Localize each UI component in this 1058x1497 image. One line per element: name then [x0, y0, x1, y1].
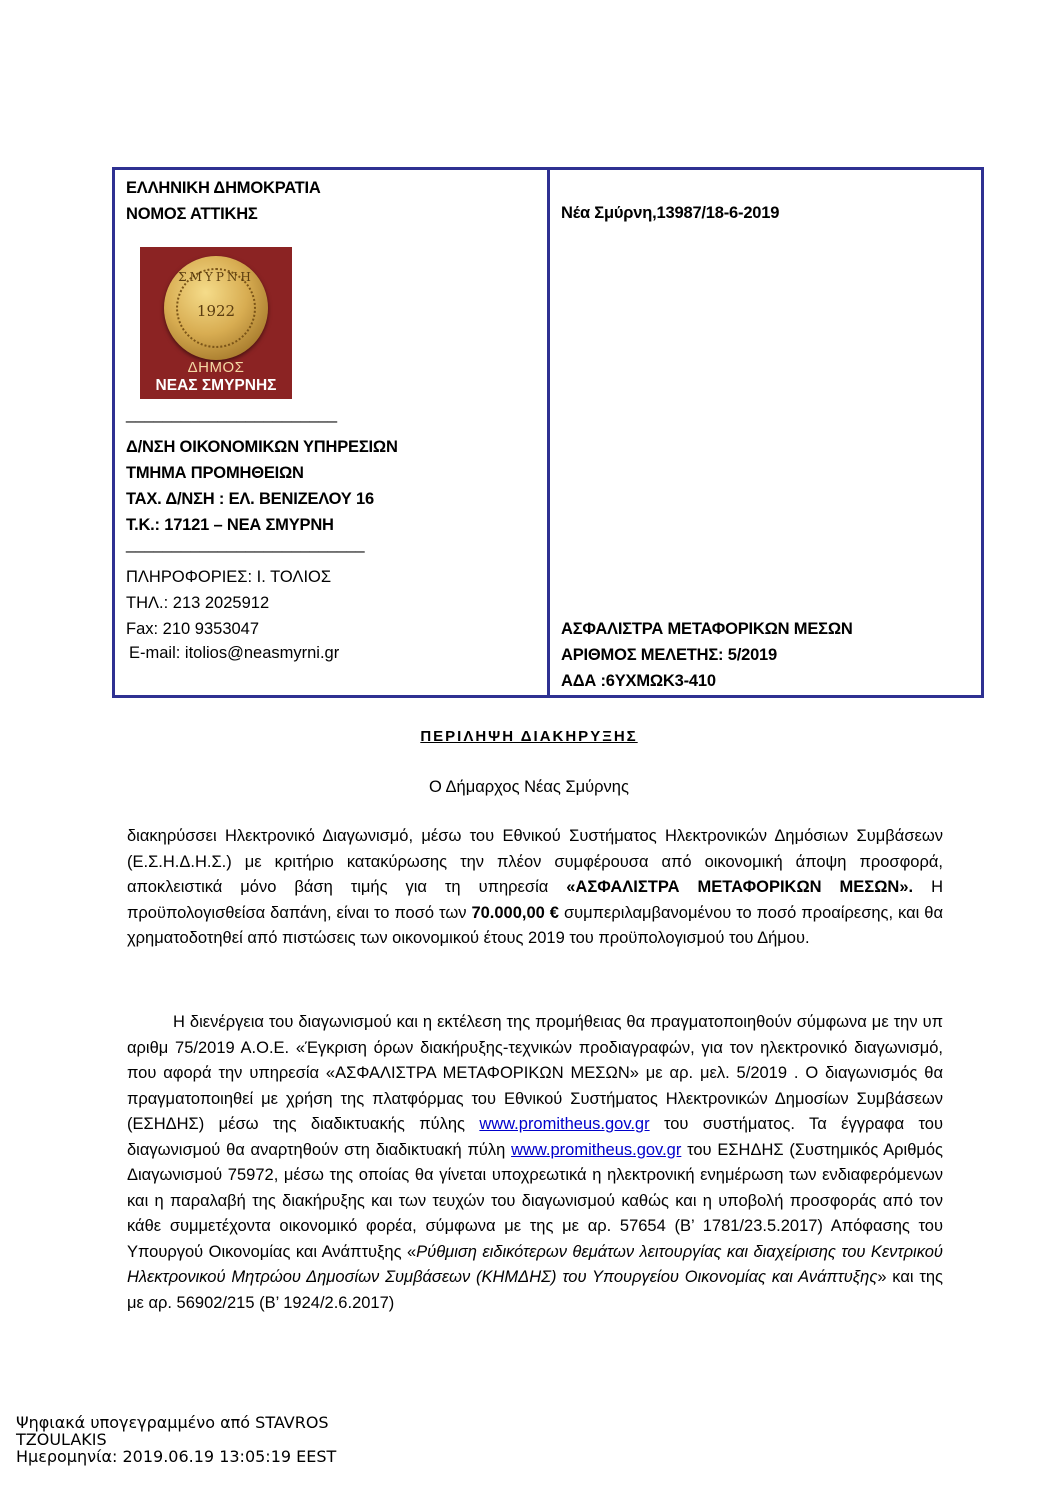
section-label: ΤΜΗΜΑ ΠΡΟΜΗΘΕΙΩΝ	[126, 464, 304, 482]
email-address: E-mail: itolios@neasmyrni.gr	[129, 644, 340, 662]
promitheus-link[interactable]: www.promitheus.gov.gr	[479, 1115, 650, 1133]
address-label: ΤΑΧ. Δ/ΝΣΗ : ΕΛ. ΒΕΝΙΖΕΛΟΥ 16	[126, 490, 374, 508]
digital-signature	[16, 1414, 336, 1465]
phone-number: ΤΗΛ.: 213 2025912	[126, 594, 270, 612]
paragraph-procedure: Η διενέργεια του διαγωνισμού και η εκτέλεση της προμήθειας θα πραγματοποιηθούν σύμφωνα με την υπ αριθμ 75/2019 Α.Ο.Ε. «Έγκριση όρων διακήρυξης-τεχνικών προδιαγραφών, για τον ηλεκτρονικό διαγωνισμό, που αφορά την υπηρεσία «ΑΣΦΑΛΙΣΤΡΑ ΜΕΤΑΦΟΡΙΚΩΝ ΜΕΣΩΝ» με αρ. μελ. 5/2019 . Ο διαγωνισμός θα πραγματοποιηθεί με χρήση της πλατφόρμας του Εθνικού Συστήματος Ηλεκτρονικών Δημοσίων Συμβάσεων (ΕΣΗΔΗΣ) μέσω της διαδικτυακής πύλης www.promitheus.gov.gr του συστήματος. Τα έγγραφα του διαγωνισμού θα αναρτηθούν στη διαδικτυακή πύλη www.promitheus.gov.gr του ΕΣΗΔΗΣ (Συστημικός Αριθμός Διαγωνισμού 75972, μέσω της οποίας θα γίνεται υποχρεωτικά η ηλεκτρονική ενημέρωση των ενδιαφερόμενων και η παραλαβή της διακήρυξης και των τευχών του διαγωνισμού καθώς και η υποβολή προσφοράς από τον κάθε συμμετέχοντα οικονομικό φορέα, σύμφωνα με της με αρ. 57654 (Β’ 1781/23.5.2017) Απόφασης του Υπουργού Οικονομίας και Ανάπτυξης «Ρύθμιση ειδικότερων θεμάτων λειτουργίας και διαχείρισης του Κεντρικού Ηλεκτρονικού Μητρώου Δημοσίων Συμβάσεων (ΚΗΜΔΗΣ) του Υπουργείου Οικονομίας και Ανάπτυξης» και της με αρ. 56902/215 (Β’ 1924/2.6.2017)	[127, 1013, 944, 1312]
study-number: ΑΡΙΘΜΟΣ ΜΕΛΕΤΗΣ: 5/2019	[561, 646, 778, 664]
ada-code: ΑΔΑ :6ΥΧΜΩΚ3-410	[561, 672, 716, 690]
paragraph-announcement: διακηρύσσει Ηλεκτρονικό Διαγωνισμό, μέσω του Εθνικού Συστήματος Ηλεκτρονικών Δημόσιων Συμβάσεων (Ε.Σ.Η.Δ.Η.Σ.) με κριτήριο κατακύρωσης την πλέον συμφέρουσα από οικονομική άποψη προσφορά, αποκλειστικά μόνο βάση τιμής για τη υπηρεσία «ΑΣΦΑΛΙΣΤΡΑ ΜΕΤΑΦΟΡΙΚΩΝ ΜΕΣΩΝ». Η προϋπολογισθείσα δαπάνη, είναι το ποσό των 70.000,00 € συμπεριλαμβανομένου το ποσό προαίρεσης, και θα χρηματοδοτηθεί από πιστώσεις των οικονομικού έτους 2019 του προϋπολογισμού του Δήμου.	[127, 827, 944, 947]
budget-amount: 70.000,00 €	[471, 903, 559, 922]
header-box	[112, 167, 984, 698]
document-title: ΠΕΡΙΛΗΨΗ ΔΙΑΚΗΡΥΞΗΣ	[420, 728, 638, 745]
column-divider	[547, 170, 550, 695]
contact-info: ΠΛΗΡΟΦΟΡΙΕΣ: Ι. ΤΟΛΙΟΣ	[126, 568, 332, 586]
signature-signer: Ψηφιακά υπογεγραμμένο από STAVROS	[16, 1413, 329, 1432]
signature-signer-surname: TZOULAKIS	[16, 1430, 107, 1449]
municipality-logo	[140, 247, 292, 399]
subject-label: ΑΣΦΑΛΙΣΤΡΑ ΜΕΤΑΦΟΡΙΚΩΝ ΜΕΣΩΝ	[561, 620, 853, 638]
country-label: ΕΛΛΗΝΙΚΗ ΔΗΜΟΚΡΑΤΙΑ	[126, 179, 321, 197]
fax-number: Fax: 210 9353047	[126, 620, 260, 638]
prefecture-label: ΝΟΜΟΣ ΑΤΤΙΚΗΣ	[126, 205, 258, 223]
separator-line: _______________________	[126, 405, 338, 423]
signature-date: Ημερομηνία: 2019.06.19 13:05:19 EEST	[16, 1447, 337, 1466]
separator-line: __________________________	[126, 535, 365, 553]
document-subtitle: Ο Δήμαρχος Νέας Σμύρνης	[429, 778, 629, 796]
logo-municipality-name: ΝΕΑΣ ΣΜΥΡΝΗΣ	[155, 377, 277, 394]
department-label: Δ/ΝΣΗ ΟΙΚΟΝΟΜΙΚΩΝ ΥΠΗΡΕΣΙΩΝ	[126, 438, 398, 456]
logo-municipality-label: ΔΗΜΟΣ	[187, 359, 245, 376]
promitheus-link[interactable]: www.promitheus.gov.gr	[511, 1140, 682, 1159]
place-reference-date: Νέα Σμύρνη,13987/18-6-2019	[561, 204, 780, 222]
postal-label: Τ.Κ.: 17121 – ΝΕΑ ΣΜΥΡΝΗ	[126, 516, 334, 534]
service-name: «ΑΣΦΑΛΙΣΤΡΑ ΜΕΤΑΦΟΡΙΚΩΝ ΜΕΣΩΝ».	[566, 878, 914, 896]
coin-emblem-icon: ΣΜΥΡΝΗ 1922	[164, 256, 268, 360]
